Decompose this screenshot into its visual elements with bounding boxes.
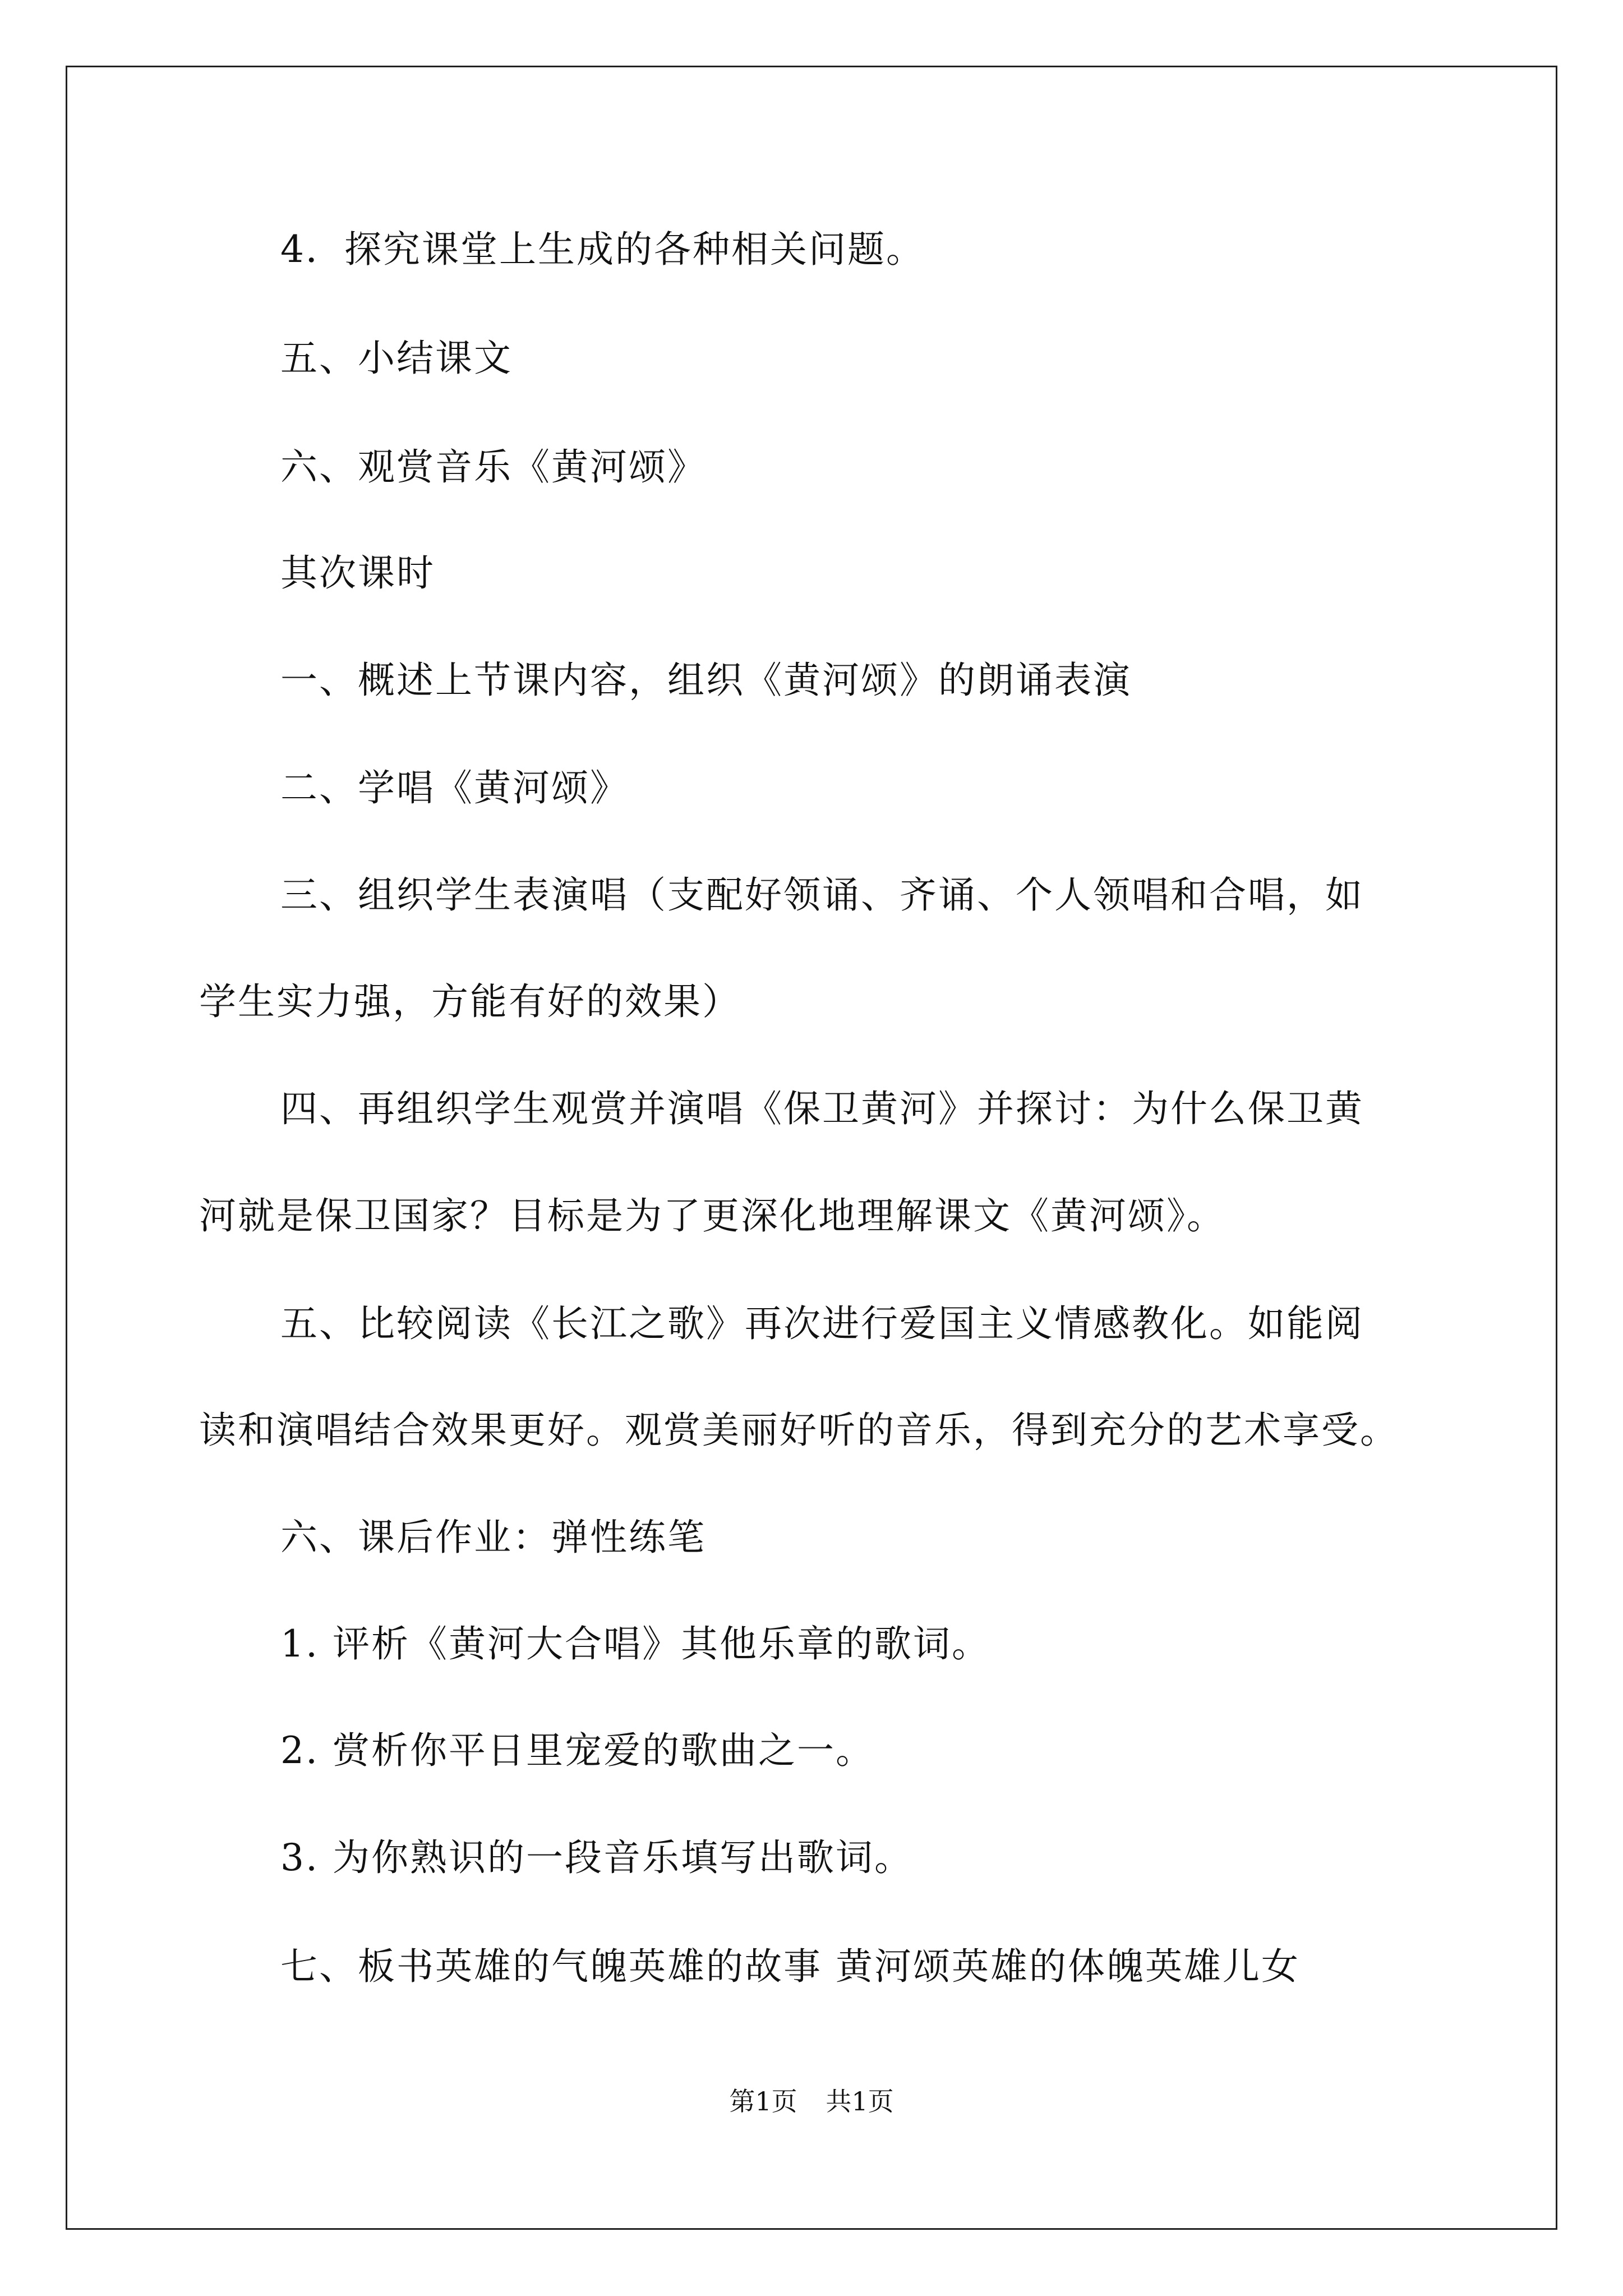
list-item: 3. 为你熟识的一段音乐填写出歌词。 — [280, 1836, 913, 1879]
paragraph-line: 五、比较阅读《长江之歌》再次进行爱国主义情感教化。如能阅 — [280, 1302, 1364, 1345]
section-heading: 其次课时 — [280, 551, 435, 595]
page-number: 第1页 — [729, 2086, 797, 2116]
paragraph-line: 4．探究课堂上生成的各种相关问题。 — [280, 228, 925, 271]
section-heading: 五、小结课文 — [280, 337, 513, 380]
paragraph-line: 四、再组织学生观赏并演唱《保卫黄河》并探讨：为什么保卫黄 — [280, 1087, 1364, 1130]
paragraph-line: 一、概述上节课内容，组织《黄河颂》的朗诵表演 — [280, 659, 1132, 702]
paragraph-line: 读和演唱结合效果更好。观赏美丽好听的音乐，得到充分的艺术享受。 — [199, 1409, 1399, 1452]
section-heading: 六、观赏音乐《黄河颂》 — [280, 445, 706, 489]
page-footer — [0, 2086, 1623, 2117]
paragraph-line: 学生实力强，方能有好的效果） — [199, 980, 741, 1023]
paragraph-line: 七、板书英雄的气魄英雄的故事 黄河颂英雄的体魄英雄儿女 — [280, 1945, 1300, 1988]
paragraph-line: 三、组织学生表演唱（支配好领诵、齐诵、个人领唱和合唱，如 — [280, 873, 1364, 917]
paragraph-line: 河就是保卫国家？目标是为了更深化地理解课文《黄河颂》。 — [199, 1194, 1225, 1237]
list-item: 1. 评析《黄河大合唱》其他乐章的歌词。 — [280, 1622, 990, 1665]
page-border — [66, 66, 1557, 2230]
page-total: 共1页 — [826, 2086, 894, 2116]
list-item: 2. 赏析你平日里宠爱的歌曲之一。 — [280, 1729, 874, 1772]
paragraph-line: 六、课后作业：弹性练笔 — [280, 1516, 706, 1559]
paragraph-line: 二、学唱《黄河颂》 — [280, 766, 629, 809]
